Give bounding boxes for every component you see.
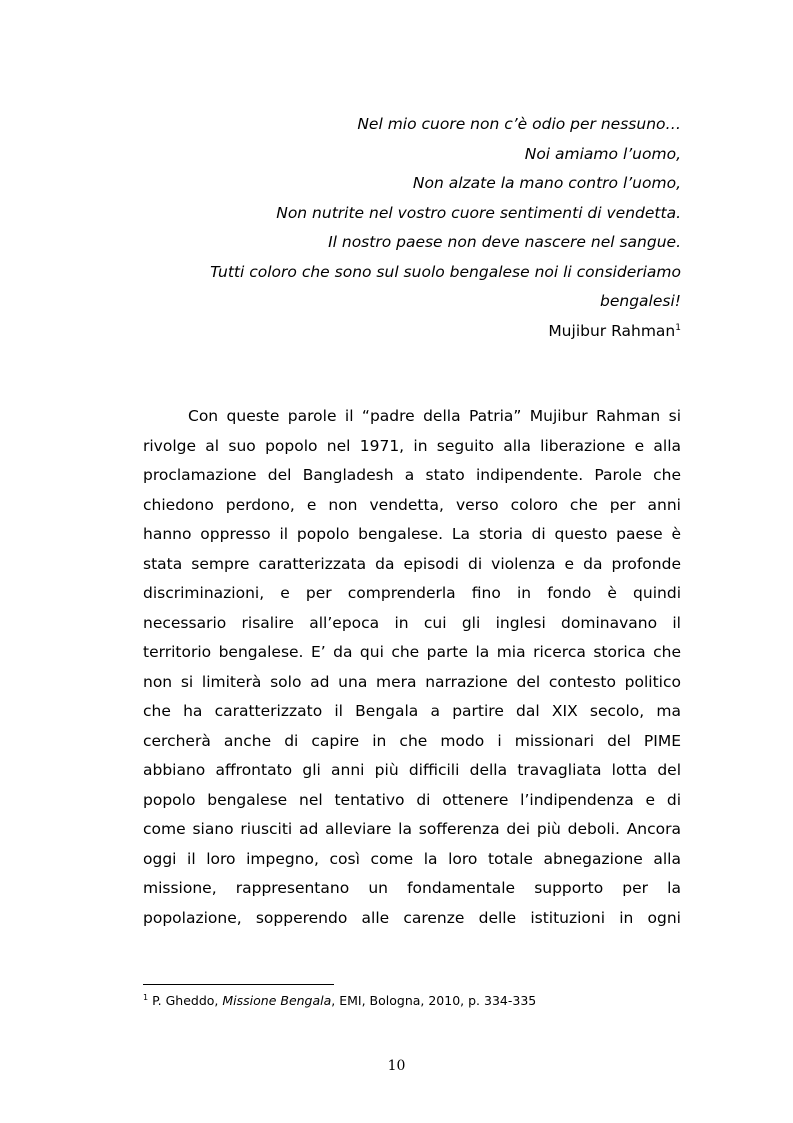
paragraph-line: discriminazioni, e per comprenderla fino in fondo è quindi (143, 584, 681, 602)
epigraph-line: Nel mio cuore non c’è odio per nessuno… (357, 115, 681, 133)
footnote (143, 993, 681, 1009)
epigraph-line: Tutti coloro che sono sul suolo bengalese noi li consideriamo (210, 262, 681, 281)
paragraph-line: chiedono perdono, e non vendetta, verso coloro che per anni (143, 495, 681, 514)
epigraph-line: Il nostro paese non deve nascere nel sangue. (328, 233, 681, 251)
paragraph-line: come siano riusciti ad alleviare la sofferenza dei più deboli. Ancora (143, 820, 681, 838)
epigraph-line: Non alzate la mano contro l’uomo, (412, 174, 681, 192)
paragraph-line: non si limiterà solo ad una mera narrazione del contesto politico (143, 672, 681, 691)
epigraph-line: Non nutrite nel vostro cuore sentimenti di vendetta. (276, 203, 681, 222)
paragraph-line: Con queste parole il “padre della Patria” Mujibur Rahman si (188, 407, 681, 425)
paragraph-line: stata sempre caratterizzata da episodi di violenza e da profonde (143, 554, 681, 573)
epigraph-line: Noi amiamo l’uomo, (524, 144, 681, 163)
paragraph-line: abbiano affrontato gli anni più difficili della travagliata lotta del (143, 761, 681, 779)
footnote-text-before: P. Gheddo, (148, 993, 223, 1008)
paragraph-line: popolazione, sopperendo alle carenze delle istituzioni in ogni (143, 908, 681, 927)
paragraph-line: hanno oppresso il popolo bengalese. La storia di questo paese è (143, 525, 681, 543)
paragraph-line: territorio bengalese. E’ da qui che parte la mia ricerca storica che (143, 643, 681, 661)
epigraph-line: bengalesi! (600, 292, 681, 310)
paragraph-line: che ha caratterizzato il Bengala a partire dal XIX secolo, ma (143, 702, 681, 720)
page-number: 10 (387, 1058, 406, 1074)
author-name: Mujibur Rahman (548, 321, 676, 340)
footnote-text-after: , EMI, Bologna, 2010, p. 334-335 (331, 993, 537, 1008)
paragraph-line: rivolge al suo popolo nel 1971, in seguito alla liberazione e alla (143, 436, 681, 455)
paragraph-line: proclamazione del Bangladesh a stato indipendente. Parole che (143, 466, 681, 484)
footnote-number: 1 (143, 993, 149, 1002)
paragraph-line: missione, rappresentano un fondamentale supporto per la (143, 879, 681, 897)
footnote-book-title: Missione Bengala (222, 993, 332, 1008)
epigraph-author (143, 317, 681, 347)
paragraph-line: popolo bengalese nel tentativo di ottenere l’indipendenza e di (143, 790, 681, 809)
body-paragraph (143, 402, 681, 933)
footnote-separator (143, 984, 334, 985)
footnote-reference: 1 (675, 322, 681, 333)
epigraph (143, 110, 681, 346)
paragraph-line: cercherà anche di capire in che modo i missionari del PIME (143, 731, 681, 750)
paragraph-line: oggi il loro impegno, così come la loro totale abnegazione alla (143, 849, 681, 868)
paragraph-line: necessario risalire all’epoca in cui gli inglesi dominavano il (143, 613, 681, 632)
